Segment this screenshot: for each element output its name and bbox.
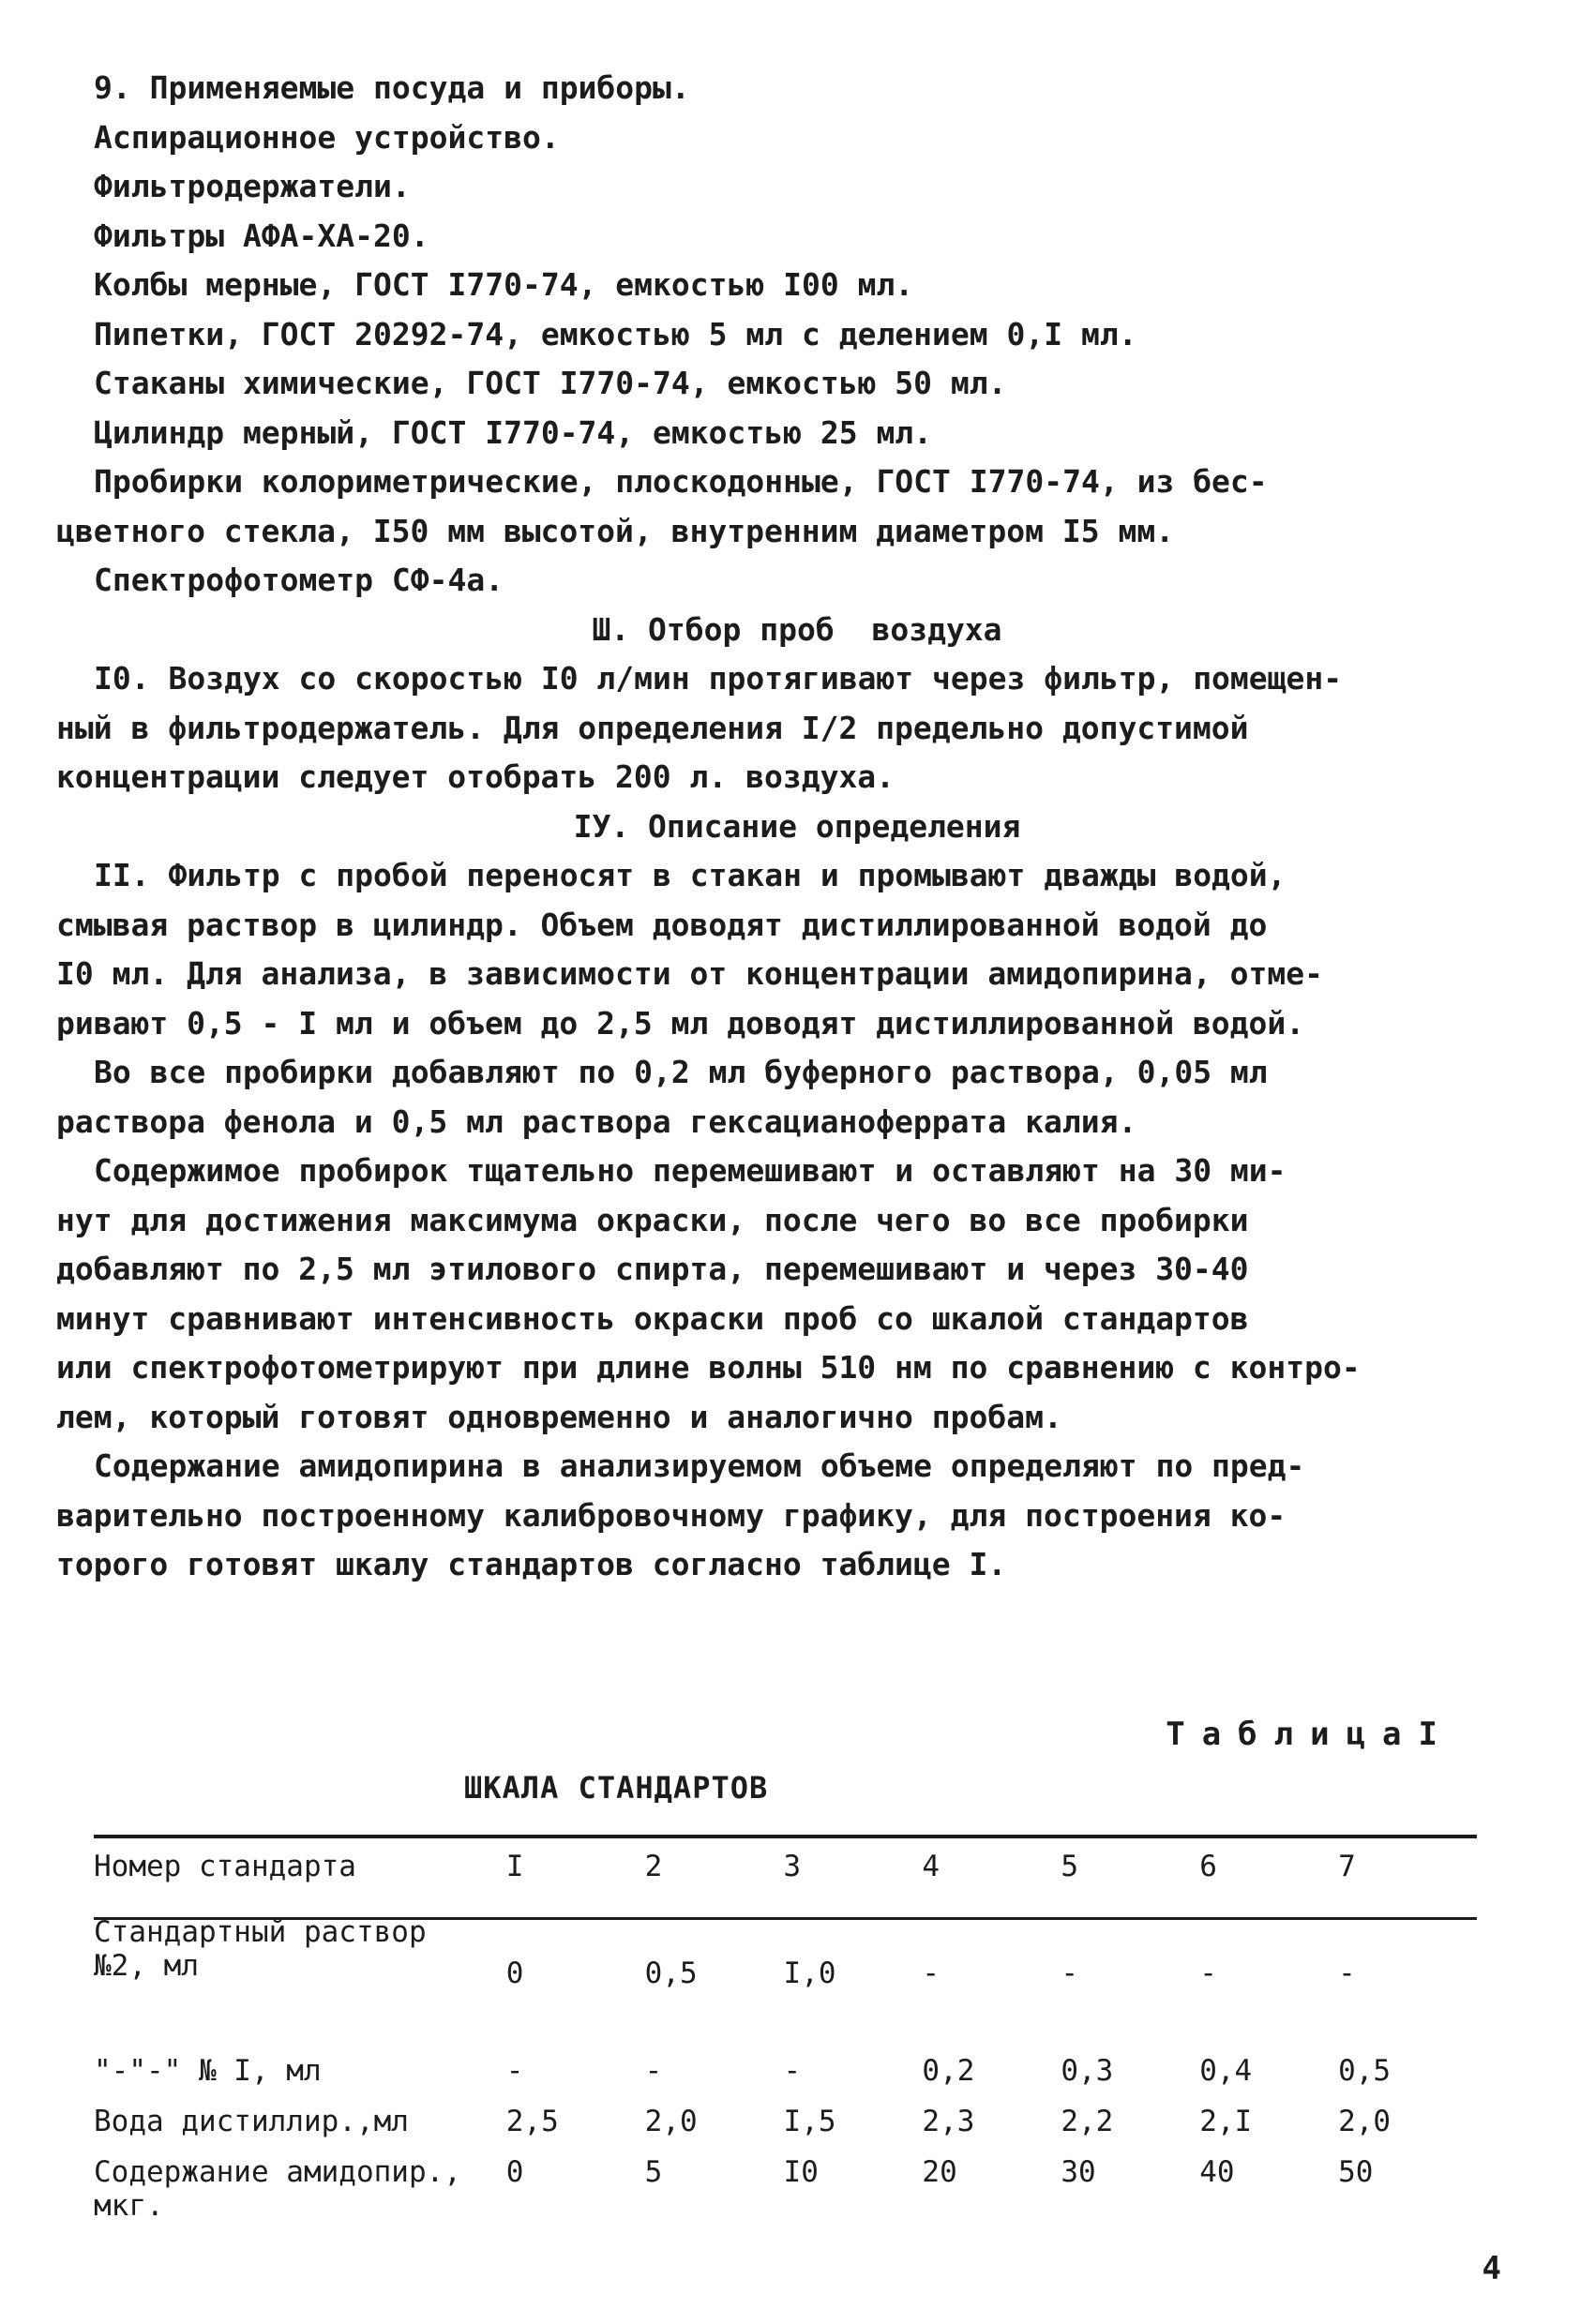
table-cell: 2,2 bbox=[1061, 2105, 1114, 2138]
table-cell: I0 bbox=[783, 2155, 819, 2189]
standards-table bbox=[94, 1842, 1477, 2223]
table-cell: 0 bbox=[505, 1957, 524, 1990]
table-cell: - bbox=[505, 2054, 524, 2088]
table-top-rule bbox=[94, 1835, 1477, 1838]
paragraph-line: концентрации следует отобрать 200 л. воздуха. bbox=[56, 758, 895, 795]
table-cell: 0 bbox=[505, 2155, 524, 2189]
table-cell: 0,2 bbox=[922, 2054, 975, 2088]
table-cell: 0,5 bbox=[644, 1957, 698, 1990]
table-cell: 0,4 bbox=[1199, 2054, 1253, 2088]
table-cell: 2,3 bbox=[922, 2105, 975, 2138]
table-cell: 2,0 bbox=[1338, 2105, 1392, 2138]
table-cell: - bbox=[644, 2054, 663, 2088]
row-label-line: №2, мл bbox=[94, 1949, 199, 1983]
text-line: Фильтродержатели. bbox=[94, 168, 411, 204]
text-line: Цилиндр мерный, ГОСТ I770-74, емкостью 25 мл. bbox=[94, 413, 933, 451]
header-cell: 5 bbox=[1061, 1850, 1078, 1883]
page-number: 4 bbox=[1482, 2250, 1501, 2287]
table-cell: I,0 bbox=[783, 1957, 836, 1990]
row-label-line: Содержание амидопир., bbox=[94, 2155, 461, 2189]
table-cell: - bbox=[922, 1957, 940, 1990]
row-label bbox=[94, 2155, 506, 2223]
table-cell: - bbox=[783, 2054, 802, 2088]
section-heading-sampling: Ш. Отбор проб воздуха bbox=[592, 610, 1002, 648]
paragraph-line: раствора фенола и 0,5 мл раствора гексацианоферрата калия. bbox=[56, 1102, 1137, 1140]
text-line: Фильтры АФА-ХА-20. bbox=[94, 217, 429, 254]
paragraph-line: или спектрофотометрируют при длине волны 510 нм по сравнению с контро- bbox=[56, 1349, 1361, 1386]
table-row bbox=[94, 2105, 1477, 2155]
text-line: Стаканы химические, ГОСТ I770-74, емкостью 50 мл. bbox=[94, 365, 1007, 401]
row-label-line: Стандартный раствор bbox=[94, 1915, 427, 1949]
table-cell: 50 bbox=[1338, 2155, 1374, 2189]
table-cell: 2,0 bbox=[644, 2105, 698, 2138]
table-cell: 30 bbox=[1061, 2155, 1096, 2189]
row-label-line: мкг. bbox=[94, 2189, 164, 2223]
paragraph-line: добавляют по 2,5 мл этилового спирта, перемешивают и через 30-40 bbox=[56, 1251, 1249, 1287]
body-text bbox=[56, 64, 1500, 1590]
text-line: цветного стекла, I50 мм высотой, внутренним диаметром I5 мм. bbox=[56, 512, 1175, 549]
header-label: Номер стандарта bbox=[94, 1850, 356, 1883]
header-cell: 4 bbox=[922, 1850, 940, 1883]
paragraph-line: Содержимое пробирок тщательно перемешивают и оставляют на 30 ми- bbox=[94, 1152, 1287, 1189]
header-cell: 2 bbox=[644, 1850, 663, 1883]
table-cell: I,5 bbox=[783, 2105, 836, 2138]
paragraph-line: минут сравнивают интенсивность окраски проб со шкалой стандартов bbox=[56, 1299, 1249, 1337]
text-line: Спектрофотометр СФ-4а. bbox=[94, 562, 504, 598]
paragraph-line: торого готовят шкалу стандартов согласно таблице I. bbox=[56, 1546, 1007, 1582]
table-cell: 2,I bbox=[1199, 2105, 1253, 2138]
table-row bbox=[94, 2155, 1477, 2223]
table-cell: 0,3 bbox=[1061, 2054, 1114, 2088]
text-line: 9. Применяемые посуда и приборы. bbox=[94, 69, 690, 106]
table-cell: - bbox=[1199, 1957, 1217, 1990]
table-cell: 20 bbox=[922, 2155, 957, 2189]
text-line: Пипетки, ГОСТ 20292-74, емкостью 5 мл с делением 0,I мл. bbox=[94, 315, 1137, 352]
table-row bbox=[94, 2054, 1477, 2105]
table-cell: 40 bbox=[1199, 2155, 1235, 2189]
table-caption: ТаблицаI bbox=[1166, 1716, 1454, 1753]
paragraph-line: лем, который готовят одновременно и аналогично пробам. bbox=[56, 1398, 1062, 1435]
paragraph-line: I0. Воздух со скоростью I0 л/мин протягивают через фильтр, помещен- bbox=[94, 660, 1343, 697]
paragraph-line: I0 мл. Для анализа, в зависимости от концентрации амидопирина, отме- bbox=[56, 955, 1324, 992]
row-label bbox=[94, 1915, 506, 2054]
header-cell: 6 bbox=[1199, 1850, 1217, 1883]
table-row bbox=[94, 1915, 1477, 2054]
table-cell: 2,5 bbox=[505, 2105, 559, 2138]
header-cell: 7 bbox=[1338, 1850, 1356, 1883]
table-cell: - bbox=[1338, 1957, 1356, 1990]
section-heading-procedure: IУ. Описание определения bbox=[573, 807, 1021, 845]
paragraph-line: нут для достижения максимума окраски, после чего во все пробирки bbox=[56, 1201, 1249, 1238]
paragraph-line: Во все пробирки добавляют по 0,2 мл буферного раствора, 0,05 мл bbox=[94, 1054, 1268, 1090]
table-cell: 5 bbox=[644, 2155, 663, 2189]
table-cell: - bbox=[1061, 1957, 1078, 1990]
row-label: "-"-" № I, мл bbox=[94, 2054, 322, 2088]
paragraph-line: смывая раствор в цилиндр. Объем доводят дистиллированной водой до bbox=[56, 906, 1268, 943]
text-line: Аспирационное устройство. bbox=[94, 118, 560, 156]
paragraph-line: ный в фильтродержатель. Для определения I/2 предельно допустимой bbox=[56, 709, 1249, 746]
row-label: Вода дистиллир.,мл bbox=[94, 2105, 409, 2138]
paragraph-line: II. Фильтр с пробой переносят в стакан и промывают дважды водой, bbox=[94, 857, 1287, 893]
header-cell: 3 bbox=[783, 1850, 802, 1883]
paragraph-line: Содержание амидопирина в анализируемом объеме определяют по пред- bbox=[94, 1447, 1305, 1484]
text-line: Колбы мерные, ГОСТ I770-74, емкостью I00 мл. bbox=[94, 266, 914, 303]
paragraph-line: ривают 0,5 - I мл и объем до 2,5 мл доводят дистиллированной водой. bbox=[56, 1004, 1305, 1042]
table-cell: 0,5 bbox=[1338, 2054, 1392, 2088]
header-cell: I bbox=[505, 1850, 524, 1883]
text-line: Пробирки колориметрические, плоскодонные, ГОСТ I770-74, из бес- bbox=[94, 463, 1268, 500]
paragraph-line: варительно построенному калибровочному графику, для построения ко- bbox=[56, 1496, 1287, 1534]
table-header-row bbox=[94, 1842, 1477, 1915]
table-title: ШКАЛА СТАНДАРТОВ bbox=[464, 1770, 769, 1806]
